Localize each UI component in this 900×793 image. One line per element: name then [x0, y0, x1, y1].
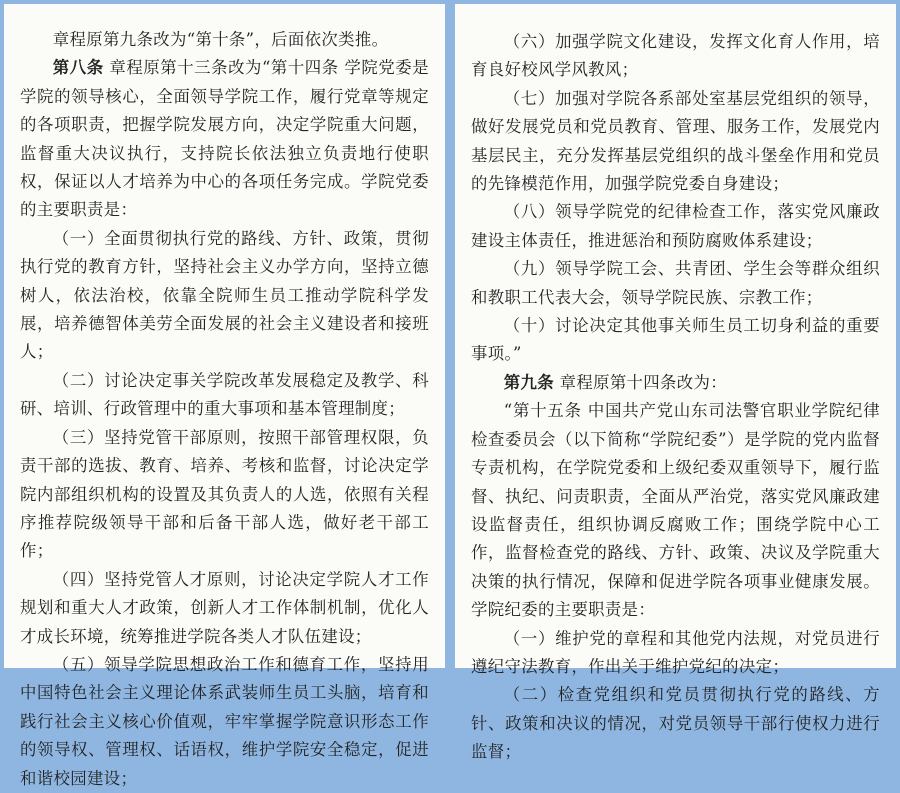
paragraph: “第十五条 中国共产党山东司法警官职业学院纪律检查委员会（以下简称“学院纪委”）是学院的党内监督专责机构，在学院党委和上级纪委双重领导下，履行监督、执纪、问责职责，全面从严治党，落实党风廉政建设监督责任，组织协调反腐败工作；围绕学院中心工作，监督检查党的路线、方针、政策、决议及学院重大决策的执行情况，保障和促进学院各项事业健康发展。学院纪委的主要职责是： [471, 401, 880, 620]
paragraph: （三）坚持党管干部原则，按照干部管理权限，负责干部的选拔、教育、培养、考核和监督，讨论决定学院内部组织机构的设置及其负责人的人选，依照有关程序推荐院级领导干部和后备干部人选，做好老干部工作； [20, 427, 429, 561]
left-page [4, 4, 445, 788]
paragraph: （十）讨论决定其他事关师生员工切身利益的重要事项。” [471, 316, 880, 364]
paragraph: （一）维护党的章程和其他党内法规，对党员进行遵纪守法教育，作出关于维护党纪的决定； [471, 628, 880, 676]
article-9-text: 章程原第十四条改为： [554, 372, 727, 392]
paragraph: （六）加强学院文化建设，发挥文化育人作用，培育良好校风学风教风； [471, 32, 880, 80]
paragraph: （二）检查党组织和党员贯彻执行党的路线、方针、政策和决议的情况，对党员领导干部行使权力进行监督； [471, 685, 880, 762]
paragraph: （四）坚持党管人才原则，讨论决定学院人才工作规划和重大人才政策，创新人才工作体制机制，优化人才成长环境，统筹推进学院各类人才队伍建设； [20, 569, 429, 646]
article-9-label: 第九条 [503, 372, 555, 392]
paragraph: 章程原第九条改为“第十条”，后面依次类推。 [52, 30, 389, 49]
article-8-text: 章程原第十三条改为“第十四条 学院党委是学院的领导核心，全面领导学院工作，履行党章等规定的各项职责，把握学院发展方向，决定学院重大问题，监督重大决议执行，支持院长依法独立负责地行使职权，保证以人才培养为中心的各项任务完成。学院党委的主要职责是： [20, 58, 429, 220]
paragraph: （五）领导学院思想政治工作和德育工作，坚持用中国特色社会主义理论体系武装师生员工头脑，培育和践行社会主义核心价值观，牢牢掌握学院意识形态工作的领导权、管理权、话语权，维护学院安全稳定，促进和谐校园建设； [20, 654, 429, 788]
paragraph: （九）领导学院工会、共青团、学生会等群众组织和教职工代表大会，领导学院民族、宗教工作； [471, 259, 880, 307]
paragraph: （二）讨论决定事关学院改革发展稳定及教学、科研、培训、行政管理中的重大事项和基本管理制度； [20, 370, 429, 419]
article-8 [20, 54, 429, 224]
paragraph: （八）领导学院党的纪律检查工作，落实党风廉政建设主体责任，推进惩治和预防腐败体系建设； [471, 202, 880, 250]
paragraph: （七）加强对学院各系部处室基层党组织的领导，做好发展党员和党员教育、管理、服务工作，发展党内基层民主，充分发挥基层党组织的战斗堡垒作用和党员的先锋模范作用，加强学院党委自身建设； [471, 88, 880, 194]
article-9 [471, 369, 880, 397]
right-page [455, 4, 896, 762]
article-8-label: 第八条 [52, 58, 104, 78]
paragraph: （一）全面贯彻执行党的路线、方针、政策，贯彻执行党的教育方针，坚持社会主义办学方向，坚持立德树人，依法治校，依靠全院师生员工推动学院科学发展，培养德智体美劳全面发展的社会主义建设者和接班人； [20, 228, 429, 362]
